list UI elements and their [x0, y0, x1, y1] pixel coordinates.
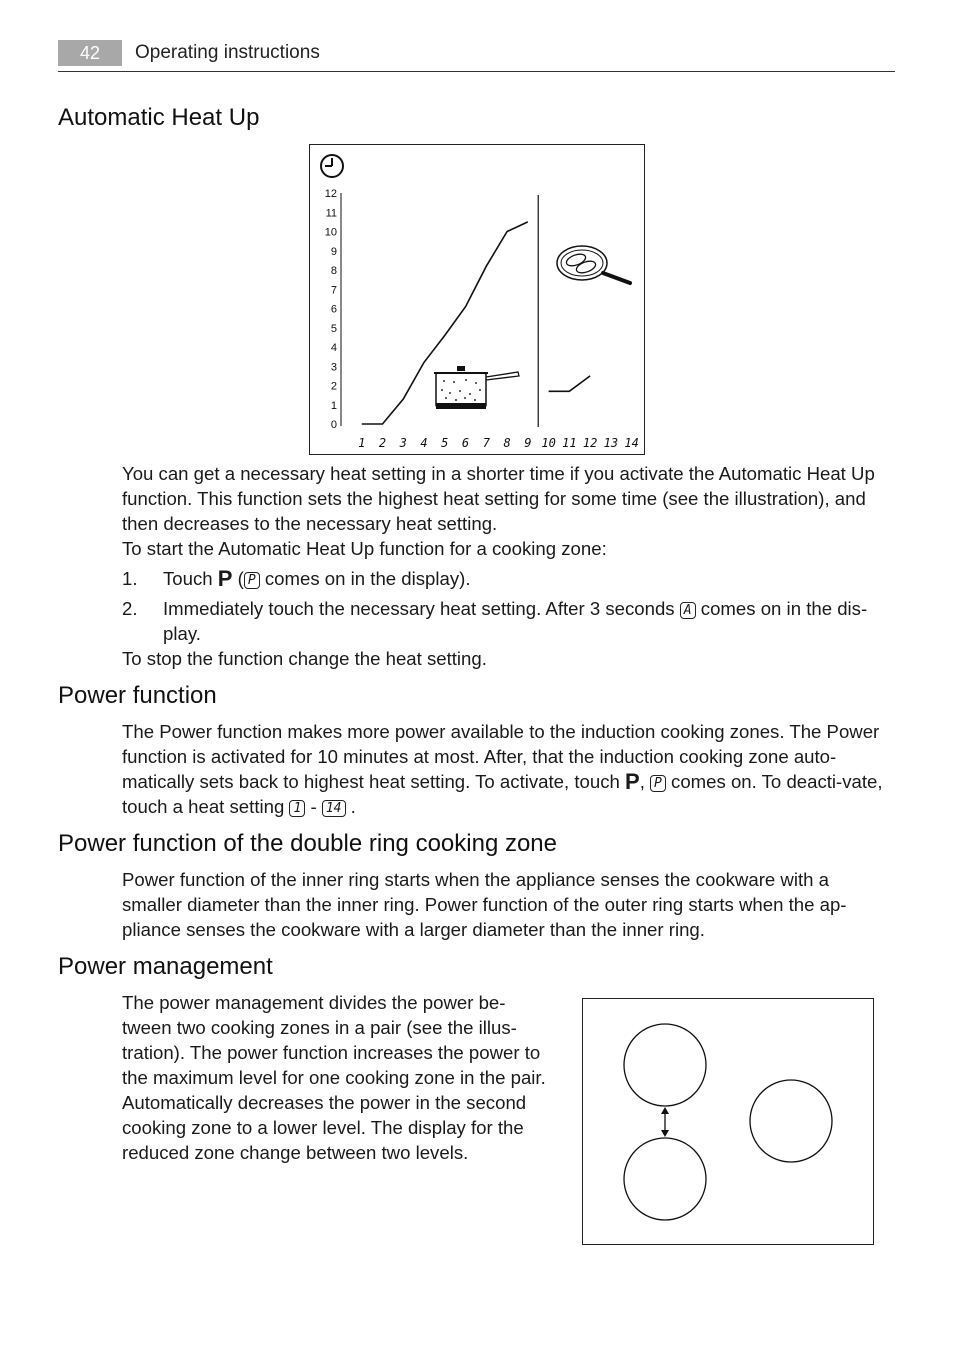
- step-2-text-after: comes on in the dis-play.: [163, 598, 868, 644]
- x-tick-label: 3: [399, 436, 407, 450]
- frying-pan-icon: [557, 246, 630, 283]
- series-line-2: [549, 376, 591, 391]
- y-tick-label: 9: [330, 245, 337, 258]
- y-tick-label: 11: [325, 207, 337, 220]
- heat-setting-14-icon: 14: [322, 800, 346, 817]
- power-key-icon: P: [625, 769, 640, 794]
- display-p-icon: P: [244, 572, 260, 589]
- heading-automatic-heat-up: Automatic Heat Up: [58, 104, 260, 131]
- power-function-comma: ,: [639, 771, 645, 792]
- power-function-period: .: [350, 796, 356, 817]
- x-tick-label: 5: [441, 436, 449, 450]
- pot-icon: [434, 366, 519, 409]
- step-2-text-before: Immediately touch the necessary heat setting. After 3 seconds: [163, 598, 675, 619]
- y-tick-label: 2: [330, 380, 337, 393]
- step-2-number: 2.: [122, 598, 138, 619]
- display-a-icon: A: [680, 602, 696, 619]
- cooking-zones-svg: [583, 999, 873, 1244]
- x-tick-label: 14: [624, 436, 639, 450]
- header-divider: [58, 71, 895, 72]
- x-tick-label: 4: [420, 436, 428, 450]
- y-tick-label: 4: [330, 342, 337, 354]
- heading-power-function: Power function: [58, 682, 217, 709]
- page-number: 42: [58, 40, 122, 66]
- heat-setting-1-icon: 1: [289, 800, 305, 817]
- step-1-open-paren: (: [237, 568, 244, 589]
- x-tick-label: 13: [603, 436, 619, 450]
- y-tick-label: 12: [324, 188, 337, 200]
- heading-power-management: Power management: [58, 953, 273, 980]
- x-tick-label: 8: [503, 436, 511, 450]
- y-tick-label: 0: [330, 419, 337, 431]
- y-tick-label: 1: [330, 399, 337, 412]
- power-key-icon: P: [217, 566, 233, 591]
- x-tick-label: 6: [461, 436, 470, 450]
- double-ring-text: Power function of the inner ring starts when the appliance senses the cookware with a smaller diameter than the inner ring. Power function of the outer ring starts when the ap-pliance senses the cookware with a larger diameter than the inner ring.: [122, 869, 847, 940]
- cooking-zone-right: [750, 1080, 832, 1162]
- y-tick-label: 3: [330, 361, 337, 374]
- auto-heat-up-stop-line: To stop the function change the heat setting.: [122, 648, 487, 669]
- x-tick-label: 1: [358, 436, 366, 450]
- x-tick-label: 9: [524, 436, 532, 450]
- step-2: [163, 596, 894, 646]
- x-tick-label: 7: [482, 436, 490, 450]
- power-function-text: [122, 719, 894, 819]
- heat-up-chart-svg: [310, 145, 644, 454]
- y-tick-label: 5: [330, 322, 337, 335]
- display-p-icon: P: [650, 775, 666, 792]
- auto-heat-up-intro: You can get a necessary heat setting in a shorter time if you activate the Automatic Heat Up function. This function sets the highest heat setting for some time (see the illustration), and then decreases to the necessary heat setting.: [122, 463, 875, 534]
- header-title: Operating instructions: [135, 42, 320, 63]
- y-tick-label: 10: [324, 226, 337, 239]
- step-1-number: 1.: [122, 568, 138, 589]
- x-tick-label: 12: [582, 436, 598, 450]
- y-tick-label: 8: [330, 265, 337, 277]
- step-1-text-before: Touch: [163, 568, 213, 589]
- cooking-zones-diagram: [582, 998, 874, 1245]
- power-management-text: The power management divides the power be-tween two cooking zones in a pair (see the illus-tration). The power function increases the power to the maximum level for one cooking zone in the pair. Automatically decreases the power in the second cooking zone to a lower level. The display for the reduced zone change between two levels.: [122, 992, 546, 1163]
- y-tick-label: 7: [330, 284, 337, 297]
- x-tick-label: 11: [562, 436, 577, 450]
- y-tick-label: 6: [330, 303, 337, 316]
- x-tick-label: 2: [378, 436, 387, 450]
- clock-icon: [321, 155, 343, 177]
- x-tick-label: 10: [541, 436, 556, 450]
- heading-double-ring: Power function of the double ring cooking zone: [58, 830, 557, 857]
- heat-up-chart: [309, 144, 645, 455]
- power-function-text-1: The Power function makes more power available to the induction cooking zones. The Power function is activated for 10 minutes at most. After, that the induction cooking zone auto-matically sets back to highest heat setting. To activate, touch: [122, 721, 880, 792]
- step-1: [163, 566, 894, 591]
- power-function-dash: -: [310, 796, 317, 817]
- power-function-text-2: comes on. To deacti-vate, touch a heat setting: [122, 771, 883, 817]
- auto-heat-up-start-line: To start the Automatic Heat Up function for a cooking zone:: [122, 538, 607, 559]
- double-arrow-icon: [661, 1107, 669, 1137]
- cooking-zone-top-left: [624, 1024, 706, 1106]
- cooking-zone-bottom-left: [624, 1138, 706, 1220]
- step-1-text-after: comes on in the display).: [264, 568, 471, 589]
